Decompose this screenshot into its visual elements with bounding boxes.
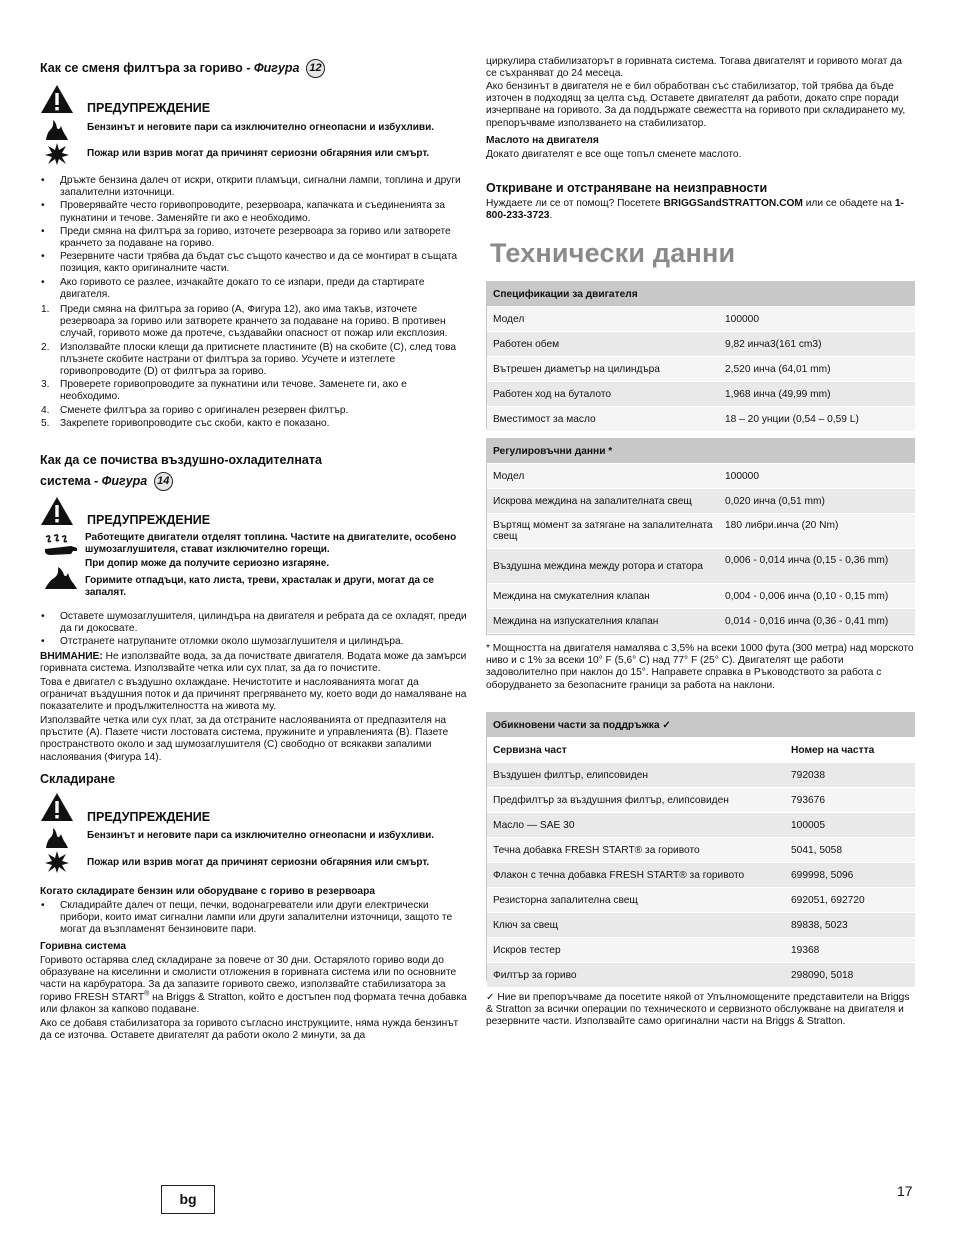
paragraph: Използвайте четка или сух плат, за да отстраните наслояванията от предпазителя на пръстите (A). Пазете чисти лостовата система, пружините и управленията (B). Пазете пространството около и зад шумозаглушителя (C) свободно от всякакви запалими наслоявания (Фигура 14). xyxy=(40,715,449,763)
table-row: Филтър за гориво 298090, 5018 xyxy=(487,963,915,988)
attention-note: ВНИМАНИЕ: Не използвайте вода, за да почиствате двигателя. Водата може да замърси горивната система. Използвайте четка или сух плат, за да го почистите. xyxy=(40,651,467,675)
checkmark-icon: ✓ xyxy=(662,719,671,731)
paragraph: циркулира стабилизаторът в горивната система. Тогава двигателят и горивото могат да се съхраняват до 24 месеца. xyxy=(486,56,902,80)
hot-surface-icon xyxy=(43,533,79,564)
figure-reference-badge: 14 xyxy=(154,472,173,491)
table-row: Предфилтър за въздушния филтър, елипсовиден 793676 xyxy=(487,788,915,813)
table-header: Спецификации за двигателя xyxy=(487,282,915,307)
fuel-filter-heading: Как се сменя филтъра за гориво - Фигура 12 xyxy=(40,59,470,78)
warning-triangle-icon xyxy=(40,496,74,531)
language-badge: bg xyxy=(161,1185,215,1214)
paragraph: Докато двигателят е все още топъл сменете маслото. xyxy=(486,149,742,160)
explosion-hazard-icon xyxy=(44,850,70,879)
table-row: Междина на изпускателния клапан 0,014 - 0,016 инча (0,36 - 0,41 mm) xyxy=(487,609,915,634)
list-item: • Ако горивото се разлее, изчакайте докато то се изпари, преди да стартирате двигателя. xyxy=(41,276,425,300)
table-row: Модел 100000 xyxy=(487,464,915,489)
table-row: Флакон с течна добавка FRESH START® за горивото 699998, 5096 xyxy=(487,863,915,888)
table-row: Работен ход на буталото 1,968 инча (49,99 mm) xyxy=(487,382,915,407)
phone-number: 1-800-233-3723 xyxy=(486,198,904,222)
table-row: Искров тестер 19368 xyxy=(487,938,915,963)
warning-text: Работещите двигатели отделят топлина. Частите на двигателите, особено шумозаглушителя, стават изключително горещи. xyxy=(85,532,457,555)
paragraph: Горивото остарява след складиране за повече от 30 дни. Остарялото гориво води до образуване на киселинни и смолисти отложения в горивната система или по основните части на карбуратора. За да запазите горивото свежо, използвайте стабилизатора за гориво FRESH START® на Briggs & Stratton, който е достъпен под формата течна добавка или флакон за капково подаване. xyxy=(40,955,467,1015)
warning-title: ПРЕДУПРЕЖДЕНИЕ xyxy=(87,810,211,824)
table-row: Искрова междина на запалителната свещ 0,020 инча (0,51 mm) xyxy=(487,489,915,514)
table-row: Масло — SAE 30 100005 xyxy=(487,813,915,838)
fuel-filter-steps xyxy=(40,304,468,431)
list-item: • Проверявайте често горивопроводите, резервоара, капачката и съединенията за пукнатини и течове. Заменяйте ги ако е необходимо. xyxy=(41,200,446,224)
table-row: Резисторна запалителна свещ 692051, 692720 xyxy=(487,888,915,913)
warning-title: ПРЕДУПРЕЖДЕНИЕ xyxy=(87,101,211,115)
table-row: Вътрешен диаметър на цилиндъра 2,520 инча (64,01 mm) xyxy=(487,357,915,382)
table-header: Сервизна част Номер на частта xyxy=(487,738,915,763)
warning-triangle-icon xyxy=(40,84,74,119)
table-row: Модел 100000 xyxy=(487,307,915,332)
checkmark-icon: ✓ xyxy=(486,992,495,1003)
list-item: • Резервните части трябва да бъдат със същото качество и да се монтират в същата позиция, както оригиналните части. xyxy=(41,251,458,275)
table-row: Ключ за свещ 89838, 5023 xyxy=(487,913,915,938)
list-item: • Складирайте далеч от пещи, печки, водонагреватели или други електрически прибори, които имат сигнални лампи или други запалителни източници, защото те могат да възпламенят бензиновите пари. xyxy=(41,900,453,936)
table-header: Обикновени части за поддръжка ✓ xyxy=(487,713,915,738)
list-item: • Оставете шумозаглушителя, цилиндъра на двигателя и ребрата да се охладят, преди да ги докосвате. xyxy=(41,611,467,635)
page-number: 17 xyxy=(897,1183,913,1199)
warning-text: Бензинът и неговите пари са изключително огнеопасни и избухливи. xyxy=(87,122,434,133)
engine-specs-table xyxy=(487,282,915,432)
list-item: 1. Преди смяна на филтъра за гориво (A, Фигура 12), ако има такъв, източете резервоара за гориво или затворете кранчето за подаване на гориво. В противен случай, горивото може да протече, създавайки опасност от пожар или експлозия. xyxy=(41,304,448,340)
subheading: Горивна система xyxy=(40,941,127,952)
table-row: Вместимост за масло 18 – 20 унции (0,54 – 0,59 L) xyxy=(487,407,915,432)
troubleshooting-heading: Откриване и отстраняване на неизправности xyxy=(486,181,768,195)
dealer-note: ✓ Ние ви препоръчваме да посетите някой от Упълномощените представители на Briggs & Stratton за всички операции по техническото и сервизното обслужване на двигателя и резервните части. Използвайте само оригинални части на Briggs & Stratton. xyxy=(486,992,910,1028)
fuel-safety-bullets xyxy=(40,175,468,302)
page-title: Технически данни xyxy=(490,238,736,268)
explosion-hazard-icon xyxy=(44,142,70,171)
paragraph: Ако бензинът в двигателя не е бил обработван със стабилизатор, той трябва да бъде източен в подходящ за целта съд. Оставете двигателят да работи, докато спре поради изчерпване на горивото. За да поддържате свежестта на горивото при складирането му, препоръчваме използването на стабилизатор. xyxy=(486,81,906,129)
troubleshooting-text: Нуждаете ли се от помощ? Посетете BRIGGSandSTRATTON.COM или се обадете на 1-800-233-3723. xyxy=(486,198,904,222)
warning-triangle-icon xyxy=(40,792,74,827)
paragraph: Това е двигател с въздушно охлаждане. Нечистотите и наслояванията могат да ограничат въздушния поток и да причинят прегряването му, което води до намаляване на показателите и продължителността на живота му. xyxy=(40,677,467,713)
warning-title: ПРЕДУПРЕЖДЕНИЕ xyxy=(87,513,211,527)
adjustment-table xyxy=(487,439,915,634)
warning-text: Горимите отпадъци, като листа, треви, храсталак и други, могат да се запалят. xyxy=(85,575,434,598)
storage-heading: Складиране xyxy=(40,772,116,786)
table-row: Въртящ момент за затягане на запалителната свещ 180 либри.инча (20 Nm) xyxy=(487,514,915,549)
list-item: 2. Използвайте плоски клещи да притиснете пластините (B) на скобите (C), след това плъзнете скобите настрани от филтъра за гориво. Усучете и изтеглете горивопроводите (D) от филтъра за гориво. xyxy=(41,341,457,378)
list-item: 5. Закрепете горивопроводите със скоби, както е показано. xyxy=(41,417,330,429)
subheading: Маслото на двигателя xyxy=(486,135,599,146)
list-item: • Отстранете натрупаните отломки около шумозаглушителя и цилиндъра. xyxy=(41,636,404,648)
table-row: Течна добавка FRESH START® за горивото 5041, 5058 xyxy=(487,838,915,863)
parts-table xyxy=(487,713,915,988)
warning-text: При допир може да получите сериозно изгаряне. xyxy=(85,558,330,569)
fire-hazard-icon xyxy=(44,566,78,595)
table-row: Въздушна междина между ротора и статора 0,006 - 0,014 инча (0,15 - 0,36 mm) xyxy=(487,549,915,584)
storage-bullets xyxy=(40,900,468,938)
warning-text: Пожар или взрив могат да причинят сериозни обгаряния или смърт. xyxy=(87,857,430,868)
list-item: • Дръжте бензина далеч от искри, открити пламъци, сигнални лампи, топлина и други запалителни източници. xyxy=(41,175,461,199)
power-footnote: * Мощността на двигателя намалява с 3,5% на всеки 1000 фута (300 метра) над морското ниво и с 1% за всеки 10° F (5,6° C) над 77° F (25° C). Двигателят ще работи задоволително при наклон до 15°. Направете справка в Ръководството за работа с оборудването за безопасните граници за работа на наклони. xyxy=(486,643,914,691)
warning-text: Пожар или взрив могат да причинят сериозни обгаряния или смърт. xyxy=(87,148,430,159)
list-item: 4. Сменете филтъра за гориво с оригинален резервен филтър. xyxy=(41,404,349,416)
cooling-heading: Как да се почиства въздушно-охладителната система - Фигура 14 xyxy=(40,452,470,491)
warning-text: Бензинът и неговите пари са изключително огнеопасни и избухливи. xyxy=(87,830,434,841)
cooling-bullets xyxy=(40,611,468,650)
list-item: • Преди смяна на филтъра за гориво, източете резервоара за гориво или затворете кранчето за подаване на гориво. xyxy=(41,225,451,250)
website-link[interactable]: BRIGGSandSTRATTON.COM xyxy=(663,198,803,209)
table-row: Работен обем 9,82 инча3(161 cm3) xyxy=(487,332,915,357)
table-row: Въздушен филтър, елипсовиден 792038 xyxy=(487,763,915,788)
list-item: 3. Проверете горивопроводите за пукнатини или течове. Заменете ги, ако е необходимо. xyxy=(41,379,407,403)
paragraph: Ако се добавя стабилизатора за горивото съгласно инструкциите, няма нужда бензинът да се източва. Оставете двигателят да работи около 2 минути, за да xyxy=(40,1018,459,1042)
subheading: Когато складирате бензин или оборудване с гориво в резервоара xyxy=(40,886,375,897)
table-row: Междина на смукателния клапан 0,004 - 0,006 инча (0,10 - 0,15 mm) xyxy=(487,584,915,609)
figure-reference-badge: 12 xyxy=(306,59,325,78)
table-header: Регулировъчни данни * xyxy=(487,439,915,464)
